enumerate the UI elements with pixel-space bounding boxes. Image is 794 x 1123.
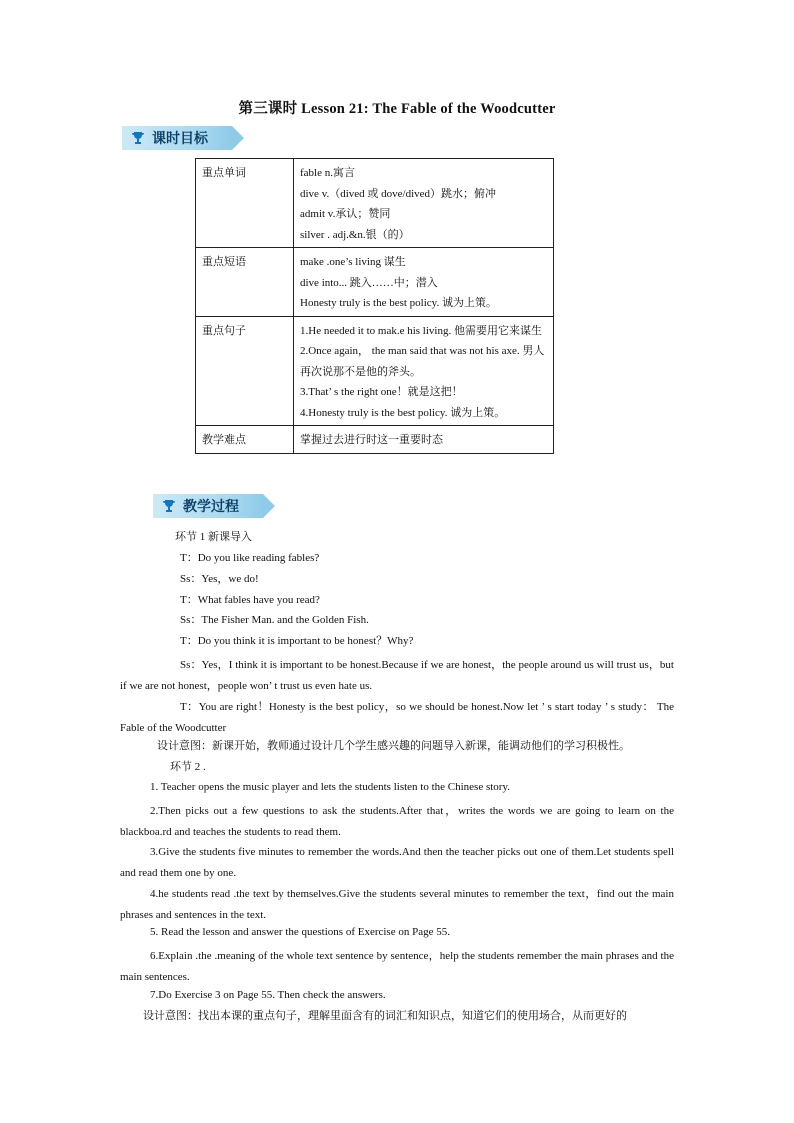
dialog-line: T：Do you think it is important to be honest？Why?	[180, 635, 414, 647]
dialog-line: Ss：The Fisher Man. and the Golden Fish.	[180, 614, 369, 626]
dialog-paragraph: Ss：Yes，I think it is important to be honest.Because if we are honest，the people around us will trust us，but if we are not honest，people won’ t trust us even hate us.	[120, 659, 674, 692]
row-head: 重点句子	[196, 316, 294, 426]
banner-label: 课时目标	[152, 131, 208, 147]
dialog-paragraph: T：You are right！Honesty is the best policy，so we should be honest.Now let ’ s start today ’ s study： The Fable of the Woodcutter	[120, 701, 674, 734]
section-title: 环节 1 新课导入	[175, 531, 252, 543]
row-content: 1.He needed it to mak.e his living. 他需要用它来谋生 2.Once again， the man said that was not his axe. 男人再次说那不是他的斧头。 3.That’ s the right one！就是这把！ 4.Honesty truly is the best policy. 诚为上策。	[294, 316, 554, 426]
step-item: 6.Explain .the .meaning of the whole text sentence by sentence，help the students remember the main phrases and the main sentences.	[120, 950, 674, 983]
dialog-line: Ss：Yes，we do!	[180, 573, 259, 585]
step-item: 4.he students read .the text by themselves.Give the students several minutes to remember the text，find out the main phrases and sentences in the text.	[120, 888, 674, 921]
section-banner-process	[153, 494, 263, 518]
trophy-icon	[130, 130, 146, 146]
section-title: 环节 2 .	[170, 761, 206, 773]
section-banner-goals	[122, 126, 232, 150]
dialog-line: T：What fables have you read?	[180, 594, 320, 606]
row-head: 重点短语	[196, 248, 294, 317]
row-head: 重点单词	[196, 159, 294, 248]
row-content: 掌握过去进行时这一重要时态	[294, 426, 554, 454]
row-content: fable n.寓言 dive v.（dived 或 dove/dived）跳水；俯冲 admit v.承认；赞同 silver . adj.&n.银（的）	[294, 159, 554, 248]
row-head: 教学难点	[196, 426, 294, 454]
table-row	[196, 159, 554, 248]
page-title: 第三课时 Lesson 21: The Fable of the Woodcutter	[238, 101, 556, 117]
step-item: 5. Read the lesson and answer the questions of Exercise on Page 55.	[150, 926, 450, 938]
table-row	[196, 316, 554, 426]
design-note: 设计意图：找出本课的重点句子，理解里面含有的词汇和知识点，知道它们的使用场合，从而更好的	[143, 1010, 627, 1022]
banner-label: 教学过程	[183, 499, 239, 515]
step-item: 1. Teacher opens the music player and lets the students listen to the Chinese story.	[150, 781, 511, 793]
design-note: 设计意图：新课开始，教师通过设计几个学生感兴趣的问题导入新课，能调动他们的学习积极性。	[157, 740, 630, 752]
dialog-line: T：Do you like reading fables?	[180, 552, 320, 564]
table-row	[196, 426, 554, 454]
goals-table	[195, 158, 554, 454]
table-row	[196, 248, 554, 317]
trophy-icon	[161, 498, 177, 514]
step-item: 7.Do Exercise 3 on Page 55. Then check the answers.	[150, 989, 386, 1001]
row-content: make .one’s living 谋生 dive into... 跳入……中；潜入 Honesty truly is the best policy. 诚为上策。	[294, 248, 554, 317]
step-item: 3.Give the students five minutes to remember the words.And then the teacher picks out one of them.Let students spell and read them one by one.	[120, 846, 674, 879]
step-item: 2.Then picks out a few questions to ask the students.After that，writes the words we are going to learn on the blackboa.rd and teaches the students to read them.	[120, 805, 674, 838]
